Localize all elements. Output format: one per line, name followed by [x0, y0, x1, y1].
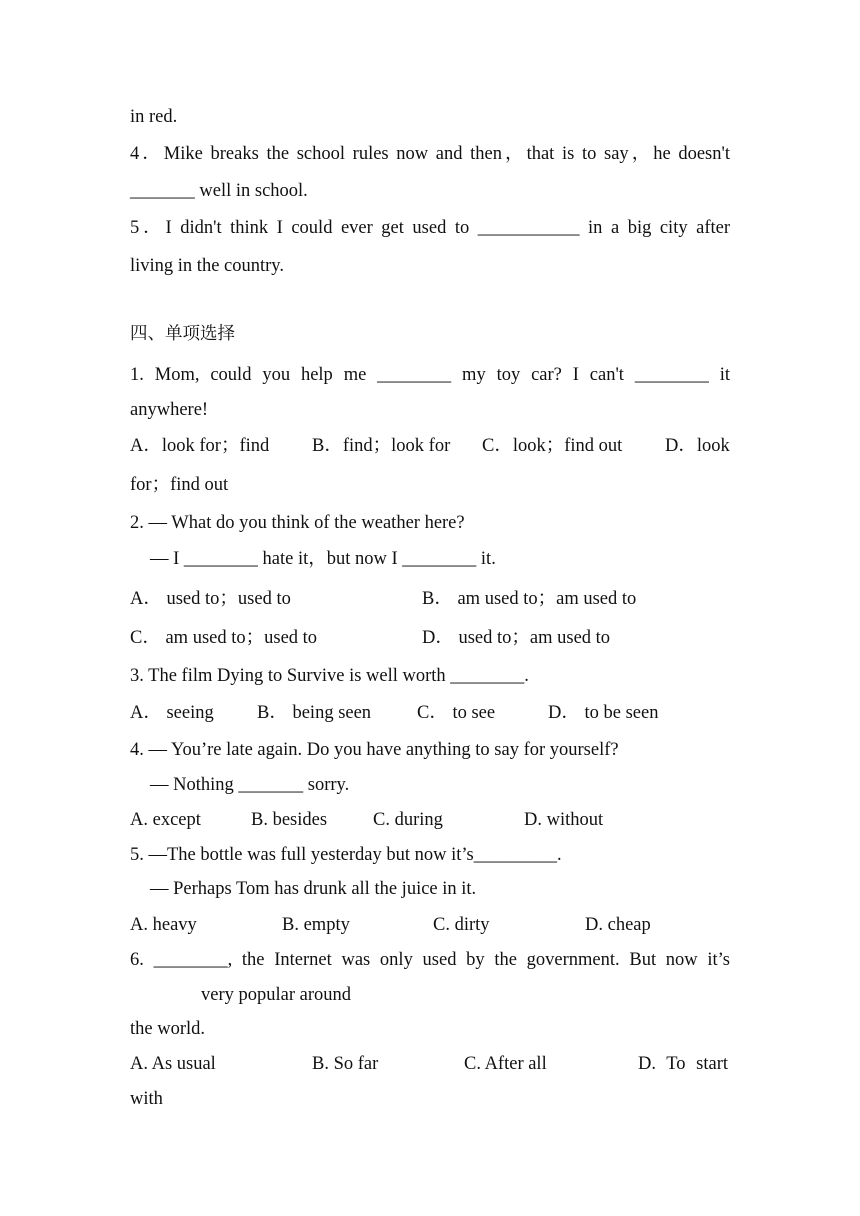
- mc-question-3-options: [130, 704, 730, 726]
- fill-in-question-4-line2: _______ well in school.: [130, 181, 308, 201]
- option-b: B. besides: [251, 810, 328, 830]
- option-c: C．look；find out: [482, 436, 623, 456]
- mc-question-6-options: [130, 1055, 730, 1077]
- option-a: A. heavy: [130, 915, 197, 935]
- option-c: C． am used to；used to: [130, 628, 318, 648]
- mc-question-4-options: [130, 811, 730, 833]
- mc-question-6-stem-line1: 6. ________, the Internet was only used by the government. But now it’s: [130, 950, 730, 970]
- mc-question-2-stem-line1: 2. — What do you think of the weather here?: [130, 513, 465, 533]
- option-a: A．look for；find: [130, 436, 270, 456]
- mc-question-4-stem-line2: — Nothing _______ sorry.: [150, 775, 350, 795]
- option-b: B．find；look for: [312, 436, 451, 456]
- option-b: B． being seen: [257, 703, 372, 723]
- mc-question-1-stem-line1: 1. Mom, could you help me ________ my toy car? I can't ________ it: [130, 365, 730, 385]
- option-d-continued: for；find out: [130, 475, 229, 495]
- option-b: B. So far: [312, 1054, 379, 1074]
- option-d: D. cheap: [585, 915, 651, 935]
- option-d-continued: with: [130, 1089, 163, 1109]
- mc-question-1-options: [130, 437, 730, 459]
- section-heading: 四、单项选择: [130, 324, 235, 344]
- mc-question-5-stem-line1: 5. —The bottle was full yesterday but now it’s_________.: [130, 845, 562, 865]
- option-d: D. To start: [638, 1054, 729, 1074]
- option-d: D． used to；am used to: [422, 628, 611, 648]
- mc-question-5-stem-line2: — Perhaps Tom has drunk all the juice in it.: [150, 879, 477, 899]
- mc-question-2-stem-line2: — I ________ hate it，but now I ________ it.: [150, 549, 496, 569]
- mc-question-6-stem-line2: very popular around: [201, 985, 352, 1005]
- mc-question-2-options-row2: [130, 629, 730, 651]
- option-c: C. After all: [464, 1054, 547, 1074]
- option-a: A. except: [130, 810, 201, 830]
- option-c: C． to see: [417, 703, 496, 723]
- mc-question-5-options: [130, 916, 730, 938]
- option-d: D. without: [524, 810, 604, 830]
- mc-question-3-stem: 3. The film Dying to Survive is well worth ________.: [130, 666, 529, 686]
- fill-in-question-4-line1: 4．Mike breaks the school rules now and then，that is to say，he doesn't: [130, 144, 730, 164]
- option-d: D．look: [665, 436, 730, 456]
- line-in-red: in red.: [130, 107, 178, 127]
- option-a: A． seeing: [130, 703, 214, 723]
- option-c: C. dirty: [433, 915, 490, 935]
- option-d: D． to be seen: [548, 703, 659, 723]
- option-a: A． used to；used to: [130, 589, 291, 609]
- option-a: A. As usual: [130, 1054, 216, 1074]
- mc-question-1-stem-line2: anywhere!: [130, 400, 209, 420]
- mc-question-4-stem-line1: 4. — You’re late again. Do you have anything to say for yourself?: [130, 740, 619, 760]
- mc-question-2-options-row1: [130, 590, 730, 612]
- fill-in-question-5-line2: living in the country.: [130, 256, 284, 276]
- option-b: B. empty: [282, 915, 350, 935]
- option-b: B． am used to；am used to: [422, 589, 637, 609]
- mc-question-6-stem-line3: the world.: [130, 1019, 206, 1039]
- fill-in-question-5-line1: 5．I didn't think I could ever get used to ___________ in a big city after: [130, 218, 730, 238]
- option-c: C. during: [373, 810, 443, 830]
